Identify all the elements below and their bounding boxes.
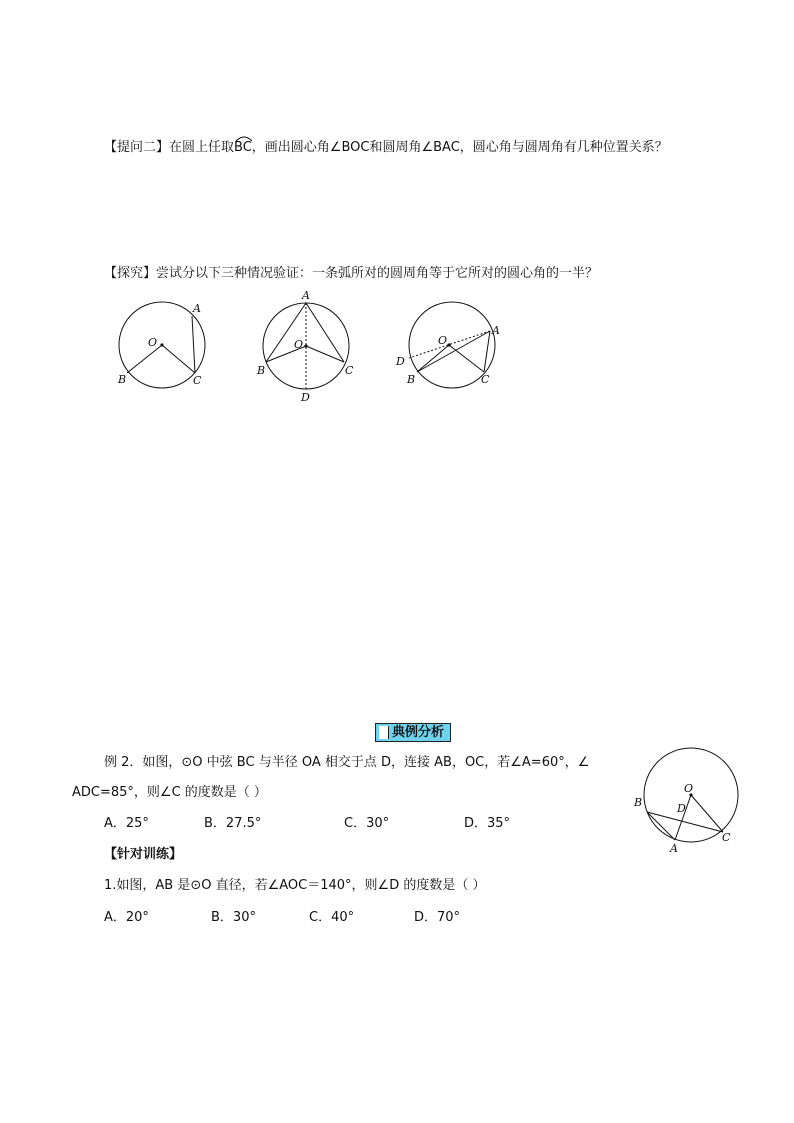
fig2-label-B: B	[257, 364, 266, 377]
fig2-line-AB	[266, 303, 306, 362]
fig4-label-C: C	[722, 831, 731, 844]
figure-case-2	[256, 289, 354, 404]
example-2-option-a: A．25°	[104, 816, 149, 831]
question-2-prefix: 【提问二】在圆上任取	[104, 140, 235, 155]
arc-bc	[234, 140, 252, 155]
fig3-line-OC	[449, 345, 484, 372]
section-tag-typical-examples	[375, 721, 451, 740]
fig4-label-O: O	[684, 782, 694, 795]
fig4-label-D: D	[677, 802, 686, 815]
fig2-line-AC	[306, 303, 344, 362]
fig3-label-D: D	[396, 355, 405, 368]
fig1-line-AC	[192, 316, 195, 373]
fig4-line-OC	[691, 795, 723, 832]
fig3-label-B: B	[407, 373, 416, 386]
training-option-a: A．20°	[104, 910, 149, 925]
arc-bc-label: BC	[234, 140, 252, 155]
three-case-figures	[100, 286, 530, 406]
training-title: 【针对训练】	[104, 847, 183, 862]
fig1-label-A: A	[193, 302, 201, 315]
fig1-line-OC	[162, 345, 195, 373]
example-2-figure	[630, 738, 750, 860]
question-2	[104, 136, 668, 155]
example-2-line-1: 例 2．如图，⊙O 中弦 BC 与半径 OA 相交于点 D，连接 AB，OC，若∠A=60°，∠	[104, 755, 590, 770]
training-question-1: 1.如图，AB 是⊙O 直径，若∠AOC＝140°，则∠D 的度数是（ ）	[104, 878, 486, 893]
fig3-label-A: A	[492, 324, 500, 337]
question-2-suffix: ，画出圆心角∠BOC和圆周角∠BAC，圆心角与圆周角有几种位置关系？	[251, 140, 668, 155]
fig1-label-B: B	[118, 373, 127, 386]
example-2-option-b: B．27.5°	[204, 816, 262, 831]
fig3-label-C: C	[481, 373, 490, 386]
example-2-line-2: ADC=85°，则∠C 的度数是（ ）	[72, 785, 267, 800]
fig1-line-OB	[127, 345, 162, 373]
fig2-label-D: D	[301, 391, 310, 404]
explore-text: 【探究】尝试分以下三种情况验证：一条弧所对的圆周角等于它所对的圆心角的一半？	[104, 266, 599, 281]
fig4-label-A: A	[670, 842, 678, 855]
fig2-label-C: C	[345, 364, 354, 377]
training-option-c: C．40°	[309, 910, 355, 925]
fig3-label-O: O	[438, 334, 448, 347]
figure-case-1	[117, 302, 205, 388]
figure-case-3	[395, 302, 500, 388]
arc-mark-icon	[234, 134, 254, 142]
example-2-option-d: D．35°	[464, 816, 511, 831]
fig4-label-B: B	[634, 796, 643, 809]
fig2-label-O: O	[294, 338, 304, 351]
fig1-label-C: C	[193, 374, 202, 387]
fig3-line-OB	[417, 345, 449, 372]
training-option-d: D．70°	[414, 910, 461, 925]
training-option-b: B．30°	[211, 910, 256, 925]
section-title: 典例分析	[375, 723, 451, 742]
fig2-label-A: A	[302, 289, 310, 302]
example-2-option-c: C．30°	[344, 816, 390, 831]
fig1-label-O: O	[148, 336, 158, 349]
